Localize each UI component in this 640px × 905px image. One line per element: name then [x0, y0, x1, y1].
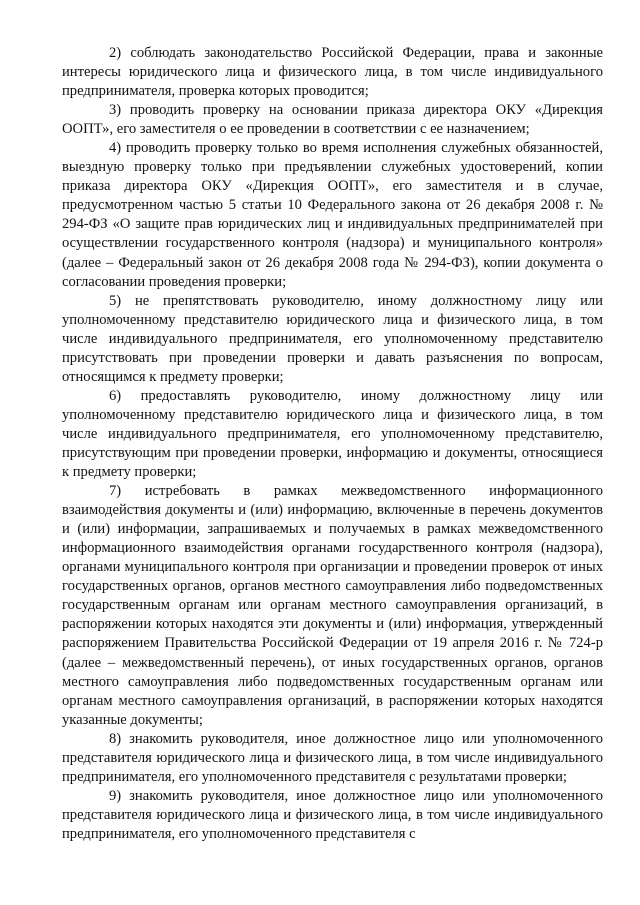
- paragraph-item-3: 3) проводить проверку на основании приказа директора ОКУ «Дирекция ООПТ», его заместителя о ее проведении в соответствии с ее назначением;: [62, 102, 603, 138]
- paragraph-item-4: 4) проводить проверку только во время исполнения служебных обязанностей, выездную проверку только при предъявлении служебных удостоверений, копии приказа директора ОКУ «Дирекция ООПТ», его заместителя и в случае, предусмотренном частью 5 статьи 10 Федерального закона от 26 декабря 2008 г. № 294-ФЗ «О защите прав юридических лиц и индивидуальных предпринимателей при осуществлении государственного контроля (надзора) и муниципального контроля» (далее – Федеральный закон от 26 декабря 2008 года № 294-ФЗ), копии документа о согласовании проведения проверки;: [62, 140, 603, 290]
- paragraph-item-8: 8) знакомить руководителя, иное должностное лицо или уполномоченного представителя юридического лица и физического лица, в том числе индивидуального предпринимателя, его уполномоченного представителя с результатами проверки;: [62, 730, 603, 785]
- paragraph-item-9: 9) знакомить руководителя, иное должностное лицо или уполномоченного представителя юридического лица и физического лица, в том числе индивидуального предпринимателя, его уполномоченного представителя с: [62, 787, 603, 842]
- paragraph-item-7: 7) истребовать в рамках межведомственного информационного взаимодействия документы и (или) информацию, включенные в перечень документов и (или) информации, запрашиваемых и получаемых в рамках межведомственного информационного взаимодействия органами государственного контроля (надзора), органами муниципального контроля при организации и проведении проверок от иных государственных органов, органов местного самоуправления либо подведомственных государственным органам или органам местного самоуправления организаций, в распоряжении которых находятся эти документы и (или) информация, утвержденный распоряжением Правительства Российской Федерации от 19 апреля 2016 г. № 724-р (далее – межведомственный перечень), от иных государственных органов, органов местного самоуправления либо подведомственных государственным органам или органам местного самоуправления организаций, в распоряжении которых находятся указанные документы;: [62, 483, 603, 728]
- paragraph-item-5: 5) не препятствовать руководителю, иному должностному лицу или уполномоченному представителю юридического лица и физического лица, в том числе индивидуального предпринимателя, его уполномоченному представителю присутствовать при проведении проверки и давать разъяснения по вопросам, относящимся к предмету проверки;: [62, 292, 603, 385]
- paragraph-item-2: 2) соблюдать законодательство Российской Федерации, права и законные интересы юридического лица и физического лица, в том числе индивидуального предпринимателя, проверка которых проводится;: [62, 45, 603, 100]
- paragraph-item-6: 6) предоставлять руководителю, иному должностному лицу или уполномоченному представителю юридического лица и физического лица, в том числе индивидуального предпринимателя, его уполномоченному представителю, присутствующим при проведении проверки, информацию и документы, относящиеся к предмету проверки;: [62, 387, 603, 481]
- document-body: [62, 44, 603, 844]
